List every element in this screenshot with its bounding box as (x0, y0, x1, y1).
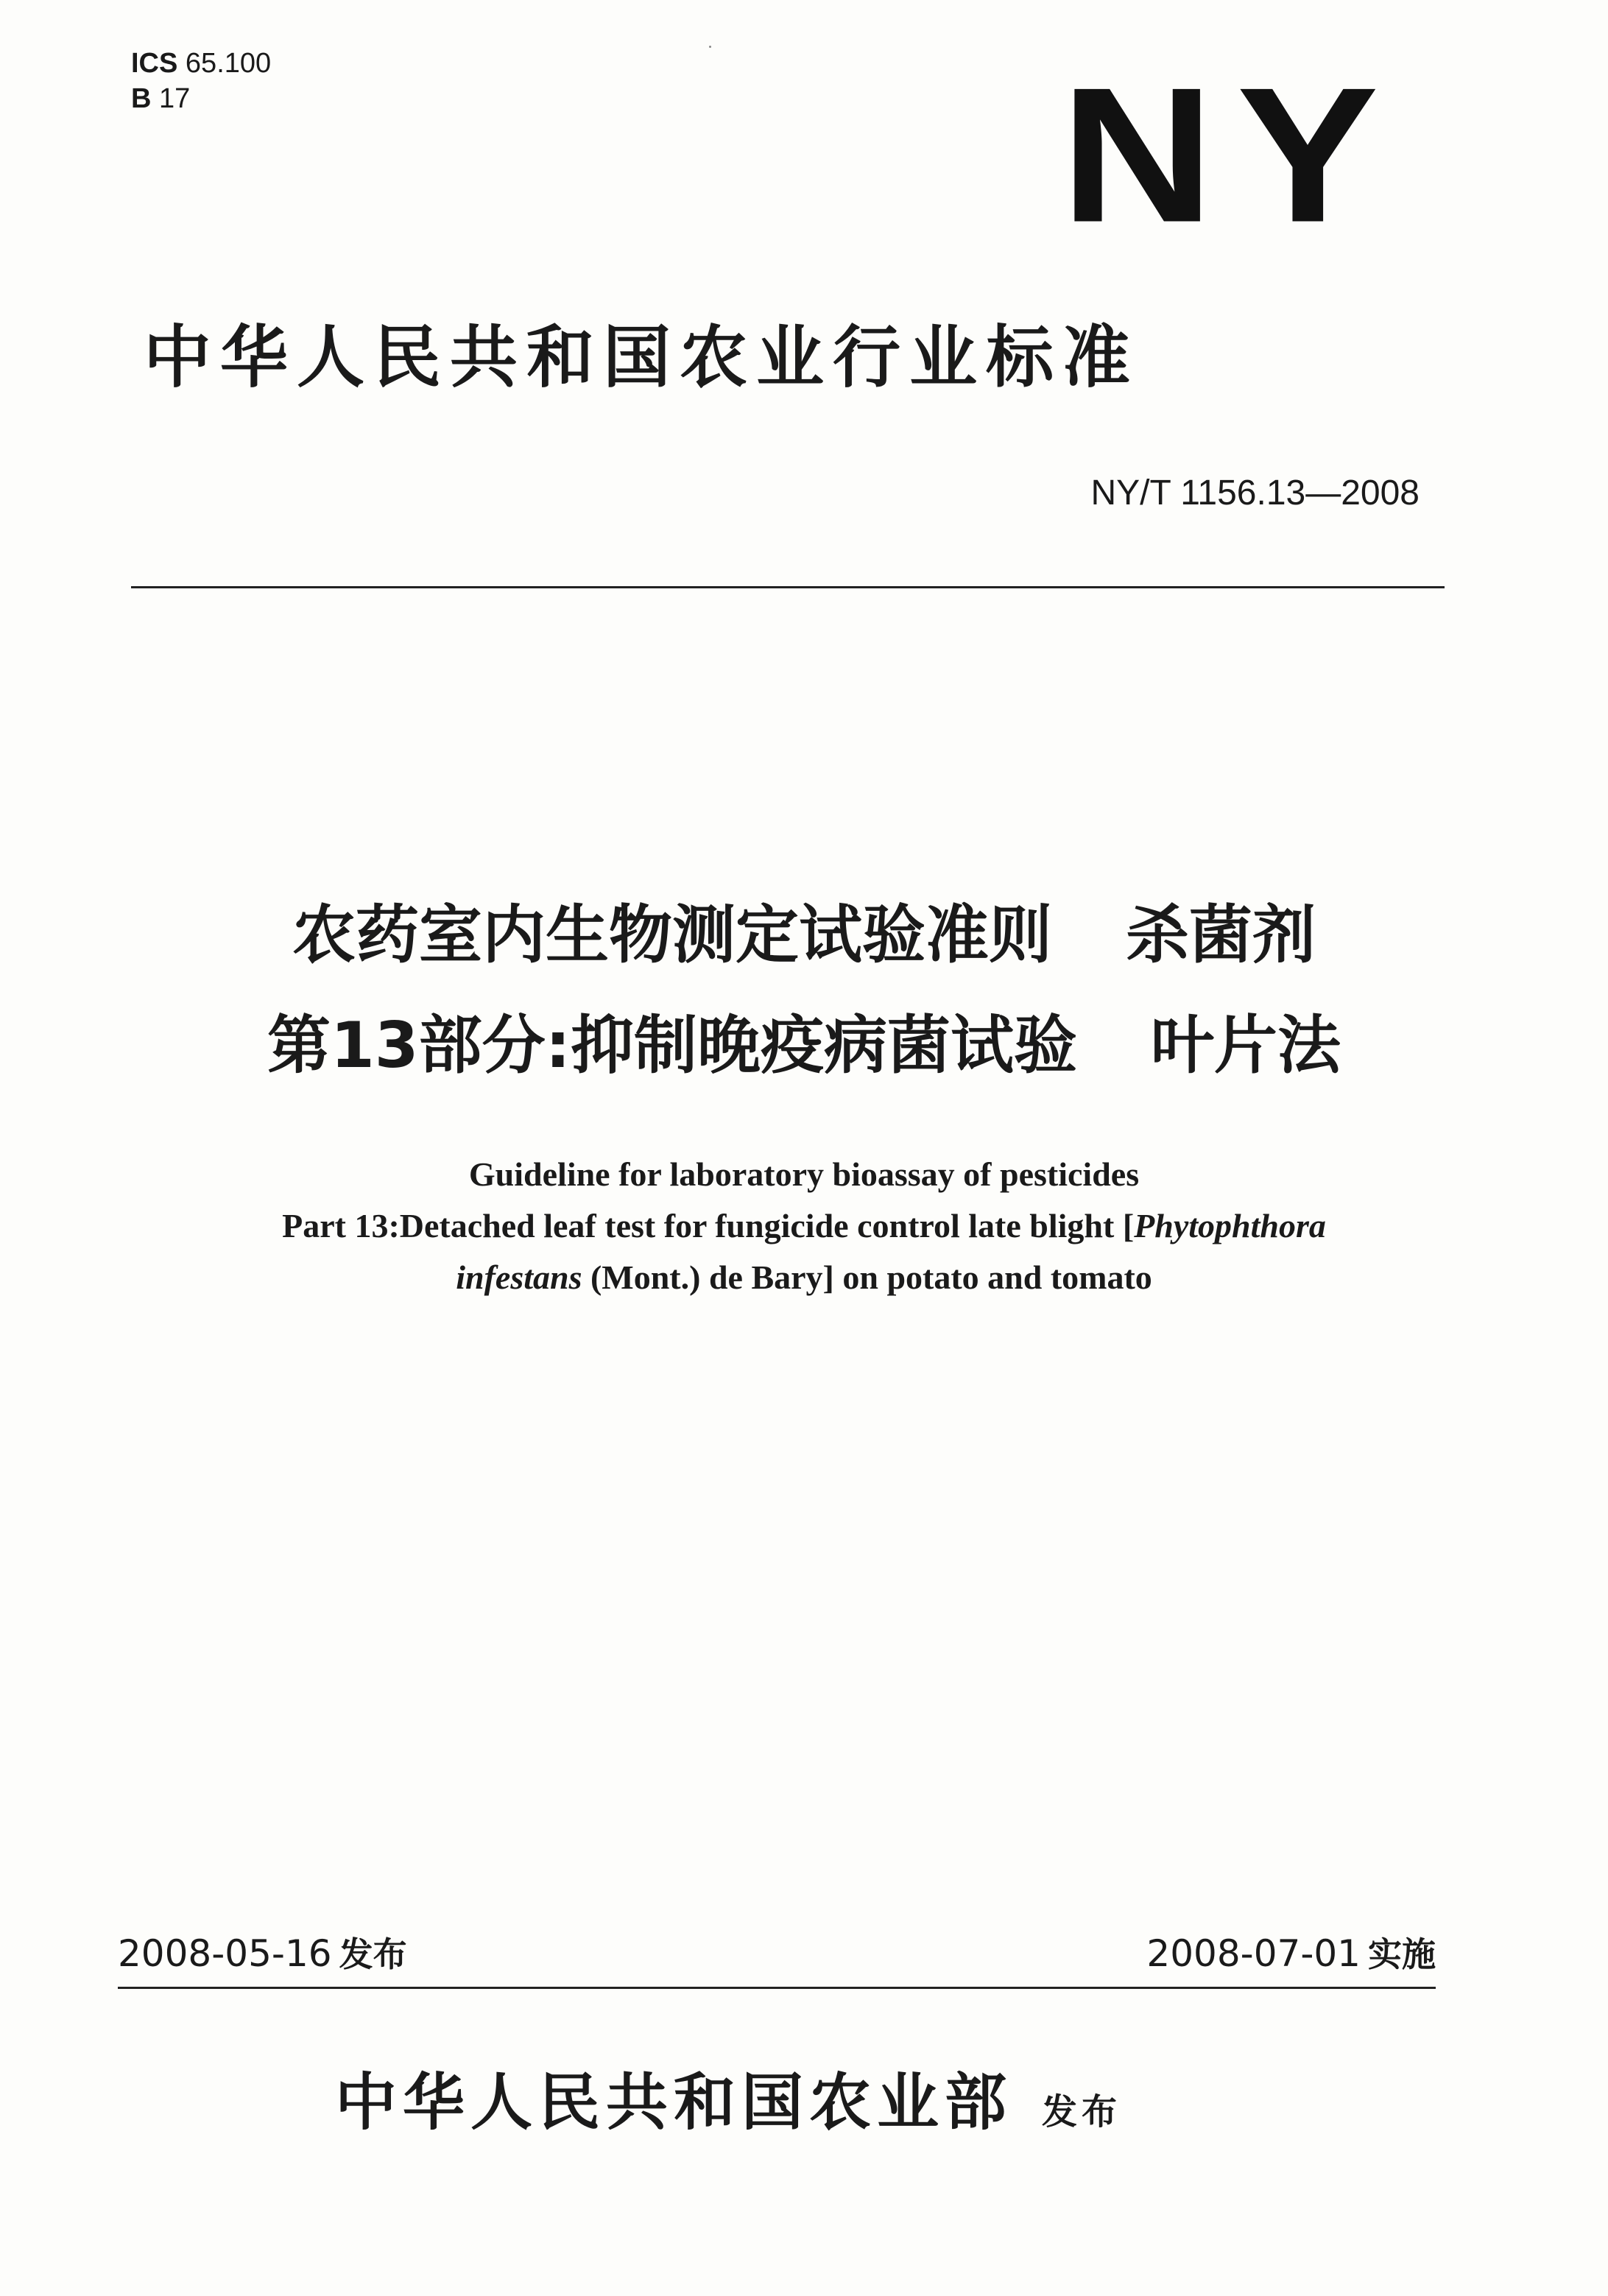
title-en-line-1: Guideline for laboratory bioassay of pesticides (468, 1155, 1140, 1193)
issue-date: 2008-05-16 (118, 1932, 332, 1975)
title-en-line-3 (147, 1252, 1461, 1303)
effective-date-block (1031, 1928, 1436, 1980)
publisher-line (335, 2062, 1121, 2152)
title-en-line-2 (147, 1200, 1461, 1252)
ccs-label: B (131, 83, 152, 114)
title-en-genus: Phytophthora (1134, 1207, 1326, 1244)
publisher-name: 中华人民共和国农业部 (335, 2066, 1013, 2138)
title-en-part: Part 13:Detached leaf test for fungicide control late blight [ (282, 1207, 1135, 1244)
ics-label: ICS (131, 48, 178, 79)
effective-date: 2008-07-01 (1146, 1932, 1361, 1975)
standard-type-title: 中华人民共和国农业行业标准 (144, 317, 1140, 397)
scan-speck (709, 46, 711, 48)
title-cn-main: 农药室内生物测定试验准则 (292, 898, 1052, 972)
title-cn-line-2 (147, 1005, 1461, 1086)
top-divider (131, 586, 1445, 588)
publisher-suffix: 发布 (1042, 2091, 1122, 2133)
title-en-species: infestans (456, 1258, 582, 1296)
standard-number: NY/T 1156.13—2008 (1090, 473, 1420, 513)
title-cn-category: 杀菌剂 (1126, 898, 1316, 972)
title-cn-part: 第13部分:抑制晚疫病菌试验 (267, 1009, 1078, 1082)
classification-codes (131, 46, 271, 116)
effective-label: 实施 (1368, 1934, 1436, 1974)
title-en-authority: (Mont.) de Bary] on potato and tomato (582, 1258, 1152, 1296)
title-cn-method: 叶片法 (1151, 1009, 1341, 1082)
issue-label: 发布 (339, 1934, 407, 1974)
ics-line (131, 46, 271, 81)
bottom-divider (118, 1987, 1436, 1989)
title-cn-line-1 (147, 895, 1461, 976)
ccs-code: 17 (159, 83, 191, 114)
issue-date-block (118, 1928, 407, 1980)
ny-logo: NY (1060, 47, 1401, 263)
ics-code: 65.100 (185, 48, 272, 79)
ccs-line (131, 81, 271, 116)
